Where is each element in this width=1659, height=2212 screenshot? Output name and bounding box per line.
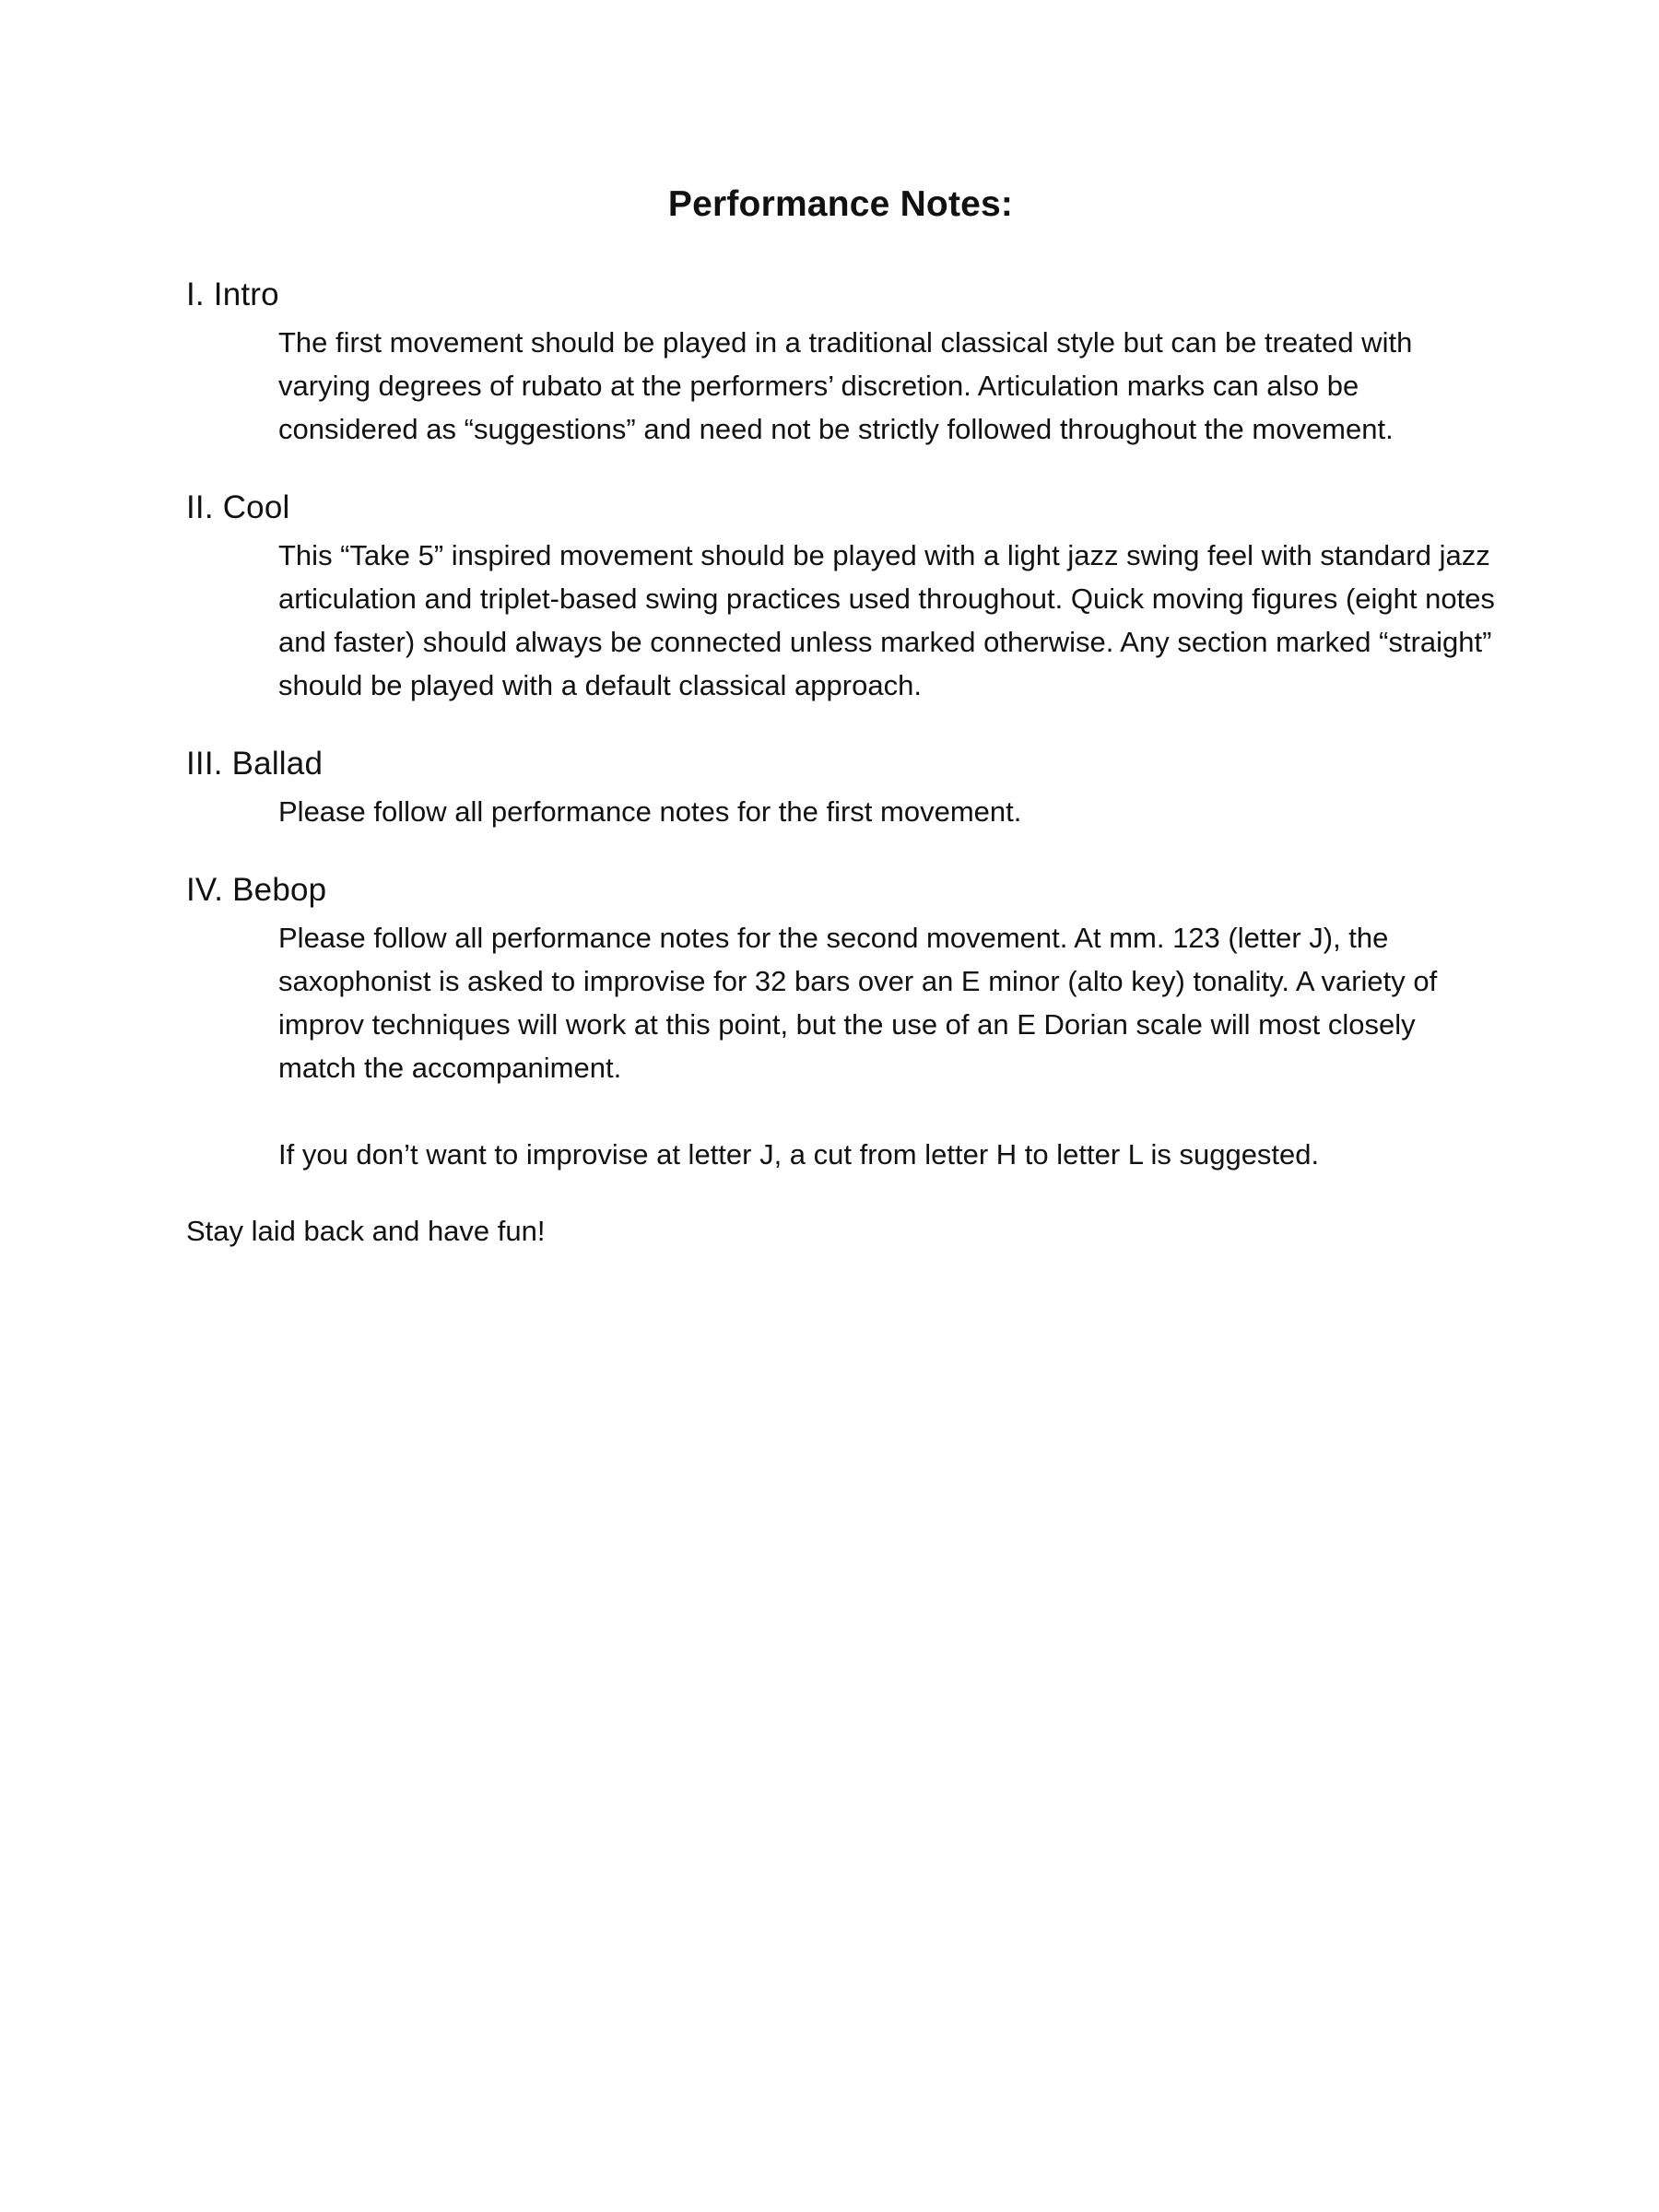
paragraph: Please follow all performance notes for the second movement. At mm. 123 (letter J), the saxophonist is asked to improvise for 32 bars over an E minor (alto key) tonality. A variety of improv techniques will work at this point, but the use of an E Dorian scale will most closely match the accompaniment. [278, 922, 1438, 1084]
section-body [278, 916, 1495, 1176]
document-content [186, 184, 1504, 1281]
section-bebop [186, 872, 1504, 1176]
section-body [278, 534, 1495, 707]
section-heading: II. Cool [186, 489, 290, 525]
section-heading: III. Ballad [186, 746, 324, 782]
section-body [278, 790, 1495, 833]
section-heading: IV. Bebop [186, 872, 327, 908]
paragraph: If you don’t want to improvise at letter J, a cut from letter H to letter L is suggested. [278, 1138, 1320, 1171]
page-title: Performance Notes: [667, 184, 1014, 224]
paragraph: The first movement should be played in a traditional classical style but can be treated with varying degrees of rubato at the performers’ discretion. Articulation marks can also be considered as “suggestions” and need not be strictly followed throughout the movement. [278, 326, 1413, 445]
paragraph: Please follow all performance notes for the first movement. [278, 795, 1022, 828]
section-body [278, 321, 1495, 451]
closing-line: Stay laid back and have fun! [186, 1215, 546, 1247]
section-ballad [186, 746, 1504, 833]
section-cool [186, 489, 1504, 707]
paragraph: This “Take 5” inspired movement should be played with a light jazz swing feel with standard jazz articulation and triplet-based swing practices used throughout. Quick moving figures (eight notes and faster) should always be connected unless marked otherwise. Any section marked “straight” should be played with a default classical approach. [278, 539, 1495, 701]
section-intro [186, 276, 1504, 451]
section-heading: I. Intro [186, 276, 279, 312]
